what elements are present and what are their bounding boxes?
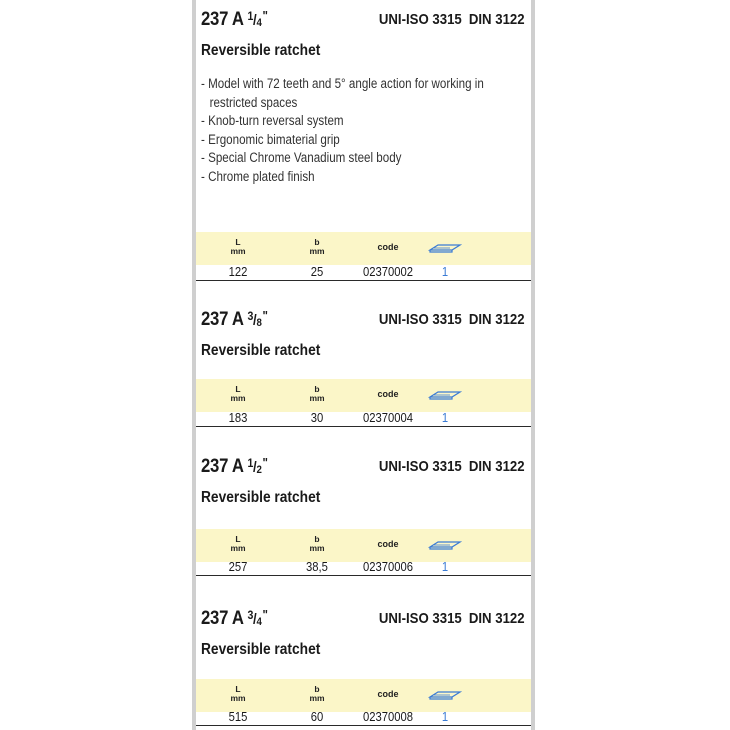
package-quantity-icon	[428, 242, 462, 254]
feature-item: - Ergonomic bimaterial grip	[201, 131, 528, 150]
cell-width: 30	[310, 411, 324, 425]
cell-pack-qty: 1	[441, 560, 449, 574]
table-header	[196, 379, 531, 412]
table-row	[196, 710, 531, 726]
feature-item: - Model with 72 teeth and 5° angle action for working in restricted spaces	[201, 75, 528, 112]
product-block	[196, 8, 531, 288]
inch-mark: "	[262, 308, 268, 323]
model-name: 237 A	[201, 309, 244, 330]
standard-din: DIN 3122	[469, 610, 525, 627]
cell-pack-qty: 1	[441, 411, 449, 425]
feature-item: - Knob-turn reversal system	[201, 112, 528, 131]
product-subtitle: Reversible ratchet	[201, 42, 321, 59]
product-block	[196, 607, 531, 730]
col-header-length: L mm	[230, 684, 246, 703]
product-block	[196, 308, 531, 433]
cell-length: 122	[228, 265, 248, 279]
product-title: 237 A $^3$/4"	[201, 607, 268, 629]
cell-code: 02370002	[362, 265, 414, 279]
size-numerator: 3	[247, 309, 254, 323]
size-denominator: 2	[256, 464, 262, 476]
standards	[379, 458, 525, 475]
standards	[379, 610, 525, 627]
feature-item: - Chrome plated finish	[201, 168, 528, 187]
feature-list	[201, 75, 528, 186]
size-numerator: 1	[247, 456, 254, 470]
table-header	[196, 679, 531, 712]
model-name: 237 A	[201, 608, 244, 629]
cell-code: 02370006	[362, 560, 414, 574]
standard-iso: UNI-ISO 3315	[379, 311, 463, 328]
product-title: 237 A $^3$/8"	[201, 308, 268, 330]
inch-mark: "	[262, 607, 268, 622]
cell-width: 60	[310, 710, 324, 724]
cell-code: 02370004	[362, 411, 414, 425]
size-denominator: 4	[256, 17, 262, 29]
inch-mark: "	[262, 8, 268, 23]
size-numerator: 1	[247, 9, 254, 23]
product-subtitle: Reversible ratchet	[201, 489, 321, 506]
catalog-page	[196, 0, 531, 730]
standard-iso: UNI-ISO 3315	[379, 458, 463, 475]
standard-iso: UNI-ISO 3315	[379, 610, 463, 627]
size-numerator: 3	[247, 608, 254, 622]
col-header-length: L mm	[230, 384, 246, 403]
model-name: 237 A	[201, 9, 244, 30]
col-header-width: b mm	[309, 237, 325, 256]
product-title: 237 A $^1$/4"	[201, 8, 268, 30]
cell-width: 38,5	[306, 560, 328, 574]
inch-mark: "	[262, 455, 268, 470]
cell-length: 515	[228, 710, 248, 724]
standard-din: DIN 3122	[469, 311, 525, 328]
standard-din: DIN 3122	[469, 11, 525, 28]
standards	[379, 11, 525, 28]
cell-length: 183	[228, 411, 248, 425]
size-denominator: 8	[256, 317, 262, 329]
table-row	[196, 265, 531, 281]
col-header-width: b mm	[309, 684, 325, 703]
col-header-code: code	[377, 689, 399, 699]
table-header	[196, 232, 531, 265]
col-header-code: code	[377, 242, 399, 252]
cell-width: 25	[310, 265, 324, 279]
table-row	[196, 411, 531, 427]
page-border-right	[531, 0, 535, 730]
feature-item: - Special Chrome Vanadium steel body	[201, 149, 528, 168]
product-subtitle: Reversible ratchet	[201, 342, 321, 359]
cell-pack-qty: 1	[441, 710, 449, 724]
col-header-length: L mm	[230, 237, 246, 256]
cell-code: 02370008	[362, 710, 414, 724]
standard-iso: UNI-ISO 3315	[379, 11, 463, 28]
package-quantity-icon	[428, 689, 462, 701]
product-title: 237 A $^1$/2"	[201, 455, 268, 477]
col-header-length: L mm	[230, 534, 246, 553]
cell-pack-qty: 1	[441, 265, 449, 279]
product-block	[196, 455, 531, 580]
col-header-code: code	[377, 389, 399, 399]
standard-din: DIN 3122	[469, 458, 525, 475]
package-quantity-icon	[428, 389, 462, 401]
package-quantity-icon	[428, 539, 462, 551]
standards	[379, 311, 525, 328]
product-subtitle: Reversible ratchet	[201, 641, 321, 658]
col-header-code: code	[377, 539, 399, 549]
cell-length: 257	[228, 560, 248, 574]
col-header-width: b mm	[309, 534, 325, 553]
size-denominator: 4	[256, 616, 262, 628]
table-row	[196, 560, 531, 576]
col-header-width: b mm	[309, 384, 325, 403]
table-header	[196, 529, 531, 562]
model-name: 237 A	[201, 456, 244, 477]
